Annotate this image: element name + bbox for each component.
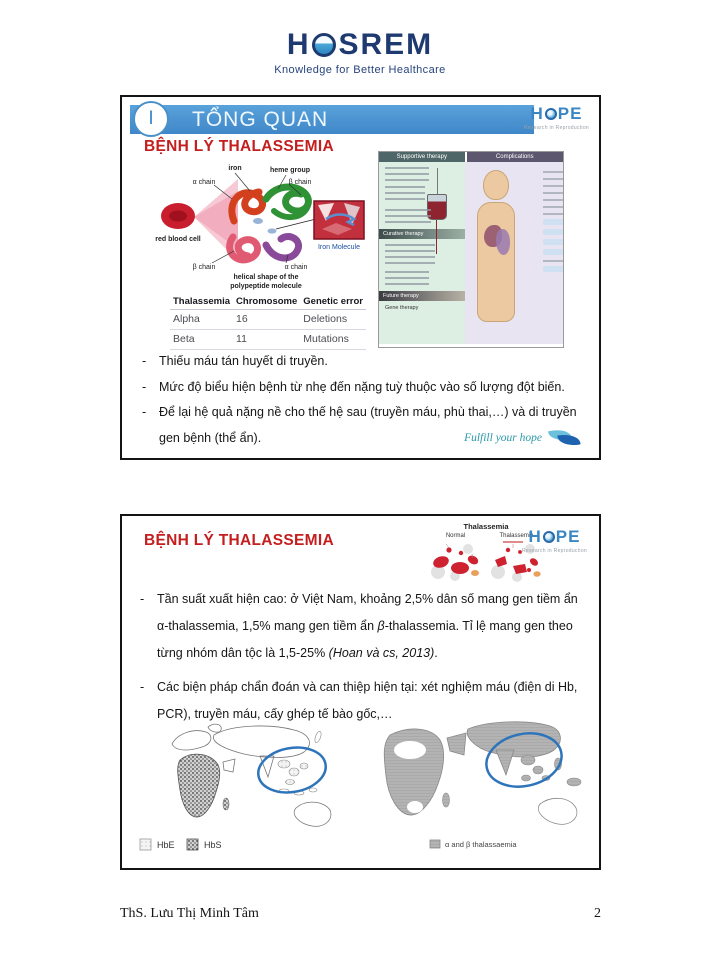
- label-helical-1: helical shape of the: [233, 274, 299, 281]
- hope-logo: [524, 104, 589, 131]
- placeholder-text: [543, 206, 564, 208]
- label-beta-chain-bottom: β chain: [192, 264, 216, 271]
- placeholder-text: [543, 260, 564, 262]
- placeholder-text: [543, 185, 564, 187]
- supportive-therapy-header: Supportive therapy: [379, 152, 465, 162]
- legend-swatch-hbe: [140, 839, 151, 850]
- hope-letter-h: H: [528, 527, 542, 546]
- normal-cells-illustration: [428, 540, 483, 582]
- placeholder-text: [385, 271, 429, 285]
- label-helical-2: polypeptide molecule: [230, 283, 302, 290]
- highlighted-complication: [543, 229, 564, 235]
- slide-2: [120, 514, 601, 870]
- hosrem-letter-h: H: [286, 28, 311, 61]
- slide2-bullet-list: [140, 586, 590, 734]
- placeholder-text: [543, 171, 564, 173]
- citation: (Hoan và cs, 2013): [328, 645, 435, 660]
- alpha-chain2-illustration: [266, 237, 299, 258]
- normal-cells-panel: Normal: [428, 533, 483, 587]
- hemoglobin-figure: [138, 159, 380, 292]
- table-header: Genetic error: [300, 294, 366, 310]
- fulfill-tagline: Fulfill your hope: [464, 432, 542, 444]
- highlighted-complication: [543, 249, 564, 255]
- globe-icon: [545, 108, 557, 120]
- legend-label-hbe: HbE: [157, 840, 175, 850]
- footer-author: ThS. Lưu Thị Minh Tâm: [120, 906, 259, 921]
- label-heme-group: heme group: [269, 167, 311, 174]
- hosrem-wordmark: [287, 28, 433, 62]
- slide-title: BỆNH LÝ THALASSEMIA: [144, 532, 334, 549]
- placeholder-text: [385, 167, 429, 181]
- placeholder-text: [543, 178, 564, 180]
- child-figure-body: [477, 202, 515, 322]
- page-footer: [120, 906, 601, 922]
- highlighted-complication: [543, 239, 564, 245]
- hope-letter-h: H: [530, 104, 544, 123]
- table-row: Alpha 16 Deletions: [170, 310, 366, 330]
- placeholder-text: [543, 213, 564, 215]
- hosrem-tagline: Knowledge for Better Healthcare: [274, 64, 446, 76]
- hope-letters: PE: [555, 527, 581, 546]
- complications-panel: [465, 162, 563, 344]
- section-title: TỔNG QUAN: [192, 107, 329, 131]
- genetics-table: [170, 294, 366, 350]
- highlighted-complication: [543, 266, 564, 272]
- label-red-blood-cell: red blood cell: [155, 236, 201, 243]
- footer-page-number: 2: [594, 906, 601, 921]
- slide-title: BỆNH LÝ THALASSEMIA: [144, 138, 334, 155]
- legend-label-hbs: HbS: [204, 840, 222, 850]
- list-item: - Để lại hệ quả nặng nề cho thế hệ sau (truyền máu, phù thai,…) và di truyền gen bệnh (thể ẩn).: [142, 405, 577, 445]
- hope-subtitle: Research in Reproduction: [521, 548, 587, 554]
- hosrem-letters: SREM: [338, 28, 434, 61]
- curative-therapy-header: Curative therapy: [379, 229, 465, 239]
- list-item: - Mức độ biểu hiện bệnh từ nhẹ đến nặng tuỳ thuộc vào số lượng đột biến.: [142, 379, 565, 394]
- beta-chain-illustration: [266, 187, 308, 211]
- placeholder-text: [385, 209, 431, 223]
- globe-icon: [543, 531, 555, 543]
- map-thalassaemia: [384, 722, 581, 849]
- section-header-bar: [130, 105, 534, 134]
- lung-illustration: [496, 229, 510, 255]
- thalassemia-cells-panel: Thalassemia: [489, 533, 544, 587]
- placeholder-text: [385, 244, 435, 266]
- label-iron: iron: [228, 165, 242, 172]
- label-beta-chain: β chain: [288, 179, 312, 186]
- hope-subtitle: Research in Reproduction: [523, 125, 589, 131]
- child-figure-head: [483, 170, 509, 200]
- legend-swatch-thalassaemia: [430, 840, 440, 848]
- heme-illustration: [253, 218, 263, 224]
- complications-header: Complications: [467, 152, 563, 162]
- list-item: - Thiếu máu tán huyết di truyền.: [142, 354, 328, 368]
- gene-therapy-label: Gene therapy: [385, 305, 419, 311]
- placeholder-text: [385, 186, 425, 204]
- highlighted-complication: [543, 219, 564, 225]
- legend-swatch-hbs: [187, 839, 198, 850]
- table-header: Thalassemia: [170, 294, 233, 310]
- list-item: - Các biện pháp chẩn đoán và can thiệp hiện tại: xét nghiệm máu (điện di Hb, PCR), truyền máu, cấy ghép tế bào gốc,…: [140, 679, 578, 721]
- section-number-badge: I: [133, 101, 169, 137]
- label-alpha-chain: α chain: [192, 179, 216, 186]
- supportive-therapy-panel: [379, 162, 465, 344]
- therapy-complications-figure: [378, 151, 564, 348]
- leaf-icon: [549, 428, 583, 448]
- label-iron-molecule: Iron Molecule: [317, 244, 361, 251]
- map-hbe-hbs: [140, 724, 331, 850]
- list-item: - Tần suất xuất hiện cao: ở Việt Nam, khoảng 2,5% dân số mang gen tiềm ẩn α-thalassemia, 1,5% mang gen tiềm ẩn β-thalassemia. Tỉ lệ mang gen theo từng nhóm dân tộc là 1,5-25% (Hoan và cs, 2013).: [140, 592, 578, 660]
- hope-letters: PE: [557, 104, 583, 123]
- distribution-maps: [132, 720, 592, 862]
- table-header: Chromosome: [233, 294, 300, 310]
- label-alpha-chain-bottom: α chain: [284, 264, 308, 271]
- legend-label-thalassaemia: α and β thalassaemia: [445, 840, 517, 849]
- hosrem-logo: [0, 28, 720, 76]
- table-row: Beta 11 Mutations: [170, 330, 366, 350]
- globe-icon: [312, 33, 336, 57]
- placeholder-text: [543, 192, 564, 194]
- hope-logo: [522, 527, 587, 554]
- placeholder-text: [543, 199, 564, 201]
- future-therapy-header: Future therapy: [379, 291, 465, 301]
- slide-1: [120, 95, 601, 460]
- fulfill-your-hope-logo: [464, 428, 583, 448]
- cells-figure-title: Thalassemia: [463, 522, 509, 531]
